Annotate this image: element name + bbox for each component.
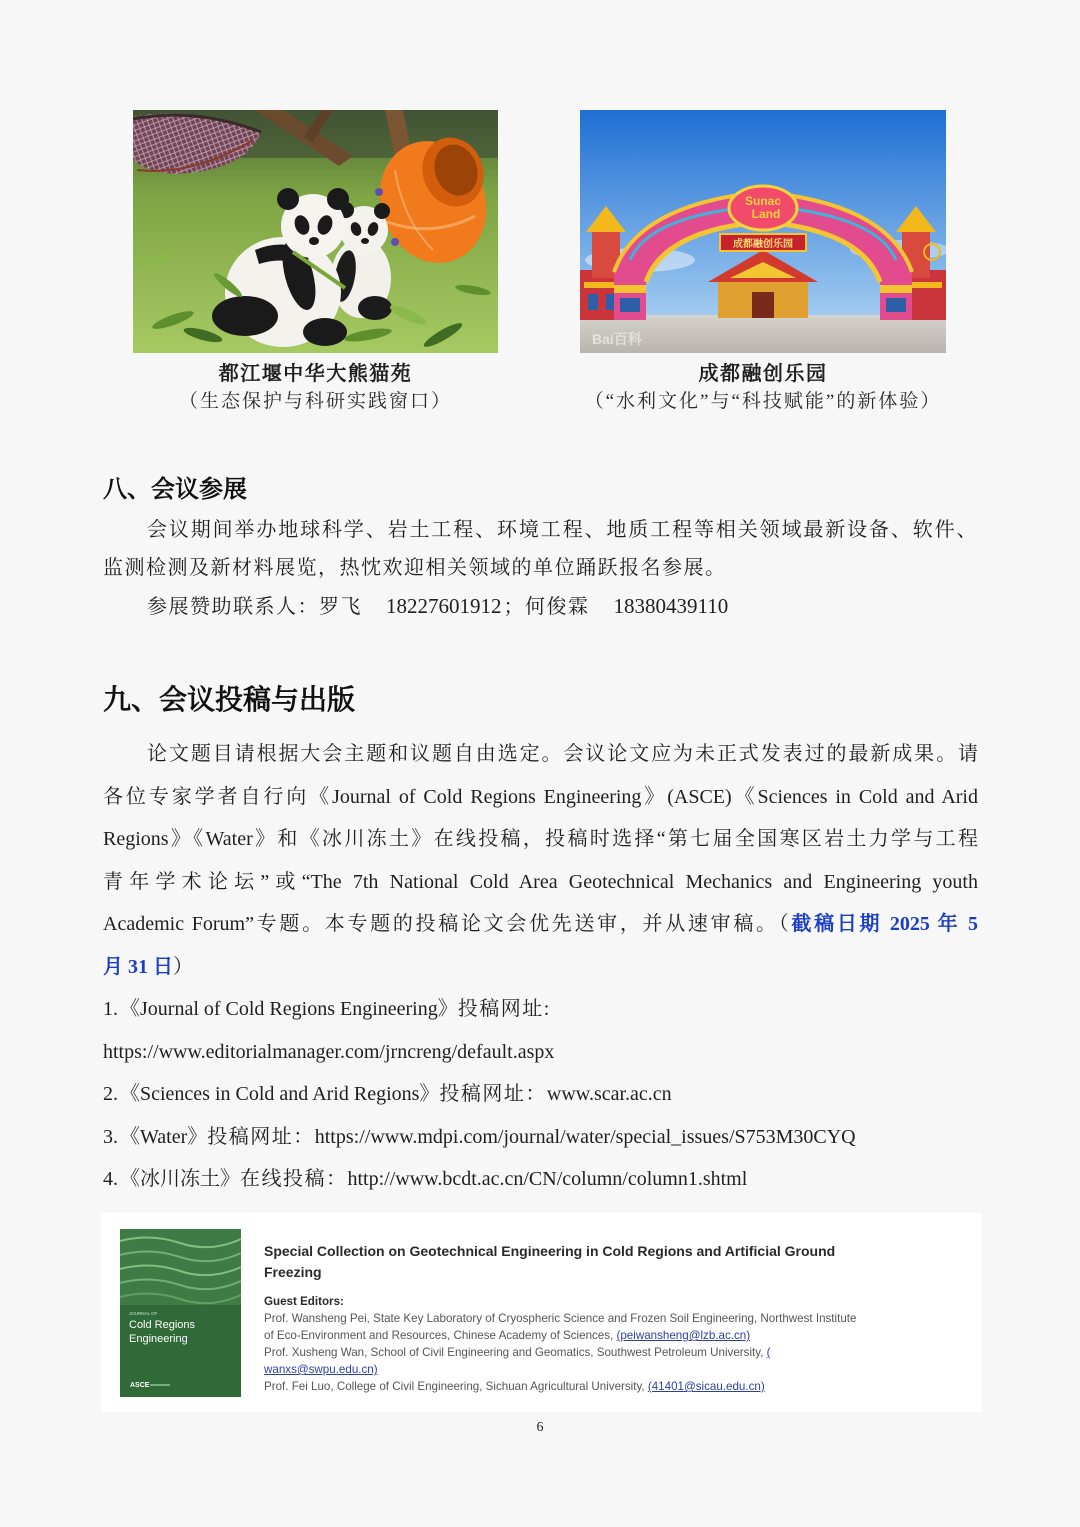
venue-name: 《Water》 [120,1125,208,1148]
editor-text: of Eco-Environment and Resources, Chinese Academy of Sciences, [264,1329,617,1342]
exhibition-contacts [103,587,978,625]
section-heading-submission: 九、会议投稿与出版 [103,684,356,715]
paragraph-line: 论文题目请根据大会主题和议题自由选定。会议论文应为未正式发表过的最新成果。请 [147,743,978,765]
editor-line [264,1310,969,1327]
cover-title-line: Engineering [129,1333,188,1345]
venue-number: 1. [103,998,118,1020]
editor-line [264,1327,969,1344]
park-banner: 成都融创乐园 [733,239,793,250]
caption-title: 成都融创乐园 [698,363,828,385]
panda-garden-photo [133,110,498,353]
venue-label: 投稿网址： [439,1083,547,1105]
venue-item-2 [103,1073,978,1116]
email-link[interactable]: ( [766,1346,771,1359]
paragraph-line [103,903,978,946]
paragraph-line: 监测检测及新材料展览，热忱欢迎相关领域的单位踊跃报名参展。 [103,557,727,579]
sign-word-1: Sunac [744,194,782,208]
contact-label: 参展赞助联系人： [147,596,319,618]
page-number: 6 [536,1420,544,1435]
email-link[interactable]: (peiwansheng@lzb.ac.cn) [616,1329,751,1342]
guest-editors-label: Guest Editors: [264,1295,344,1308]
venue-number: 2. [103,1083,118,1105]
paragraph-line [103,946,978,989]
venue-url: https://www.mdpi.com/journal/water/special_issues/S753M30CYQ [314,1125,856,1148]
editor-line [264,1361,969,1378]
venue-url: https://www.editorialmanager.com/jrncreng/default.aspx [103,1040,555,1063]
paragraph-text: Academic Forum”专题。本专题的投稿论文会优先送审，并从速审稿。（ [103,913,792,935]
venue-label: 投稿网址： [207,1125,315,1148]
venue-url-line [103,1031,978,1074]
venue-label: 投稿网址: [457,998,551,1020]
deadline-text: 截稿日期 2025 年 5 [791,913,979,935]
section-heading-exhibition: 八、会议参展 [103,476,247,503]
contact-name: 罗飞 [319,596,362,618]
exhibition-paragraph [103,511,978,625]
cover-publisher: ASCE [130,1382,150,1389]
contact-phone: 18227601912 [386,594,502,618]
contact-phone: 18380439110 [613,594,729,618]
venue-label: 在线投稿： [240,1168,348,1190]
paragraph-line: 青年学术论坛”或“The 7th National Cold Area Geotechnical Mechanics and Engineering youth [103,870,978,893]
paragraph-text: ） [173,955,193,978]
collection-title-line: Special Collection on Geotechnical Engineering in Cold Regions and Artificial Ground [264,1243,836,1259]
venue-url: www.scar.ac.cn [546,1083,672,1105]
collection-title-line: Freezing [264,1264,322,1280]
email-link[interactable]: wanxs@swpu.edu.cn) [264,1363,378,1376]
theme-park-gate-photo [580,110,946,353]
collection-title [264,1241,964,1283]
deadline-text: 月 31 日 [103,955,173,978]
venue-item-1 [103,988,978,1031]
cover-title-line: Cold Regions [129,1319,196,1331]
journal-cover [120,1229,241,1397]
cover-series: JOURNAL OF [129,1311,158,1316]
caption-panda-garden [100,360,531,416]
venue-item-3 [103,1116,978,1159]
venue-url: http://www.bcdt.ac.cn/CN/column/column1.shtml [347,1168,748,1190]
contact-name: 何俊霖 [525,596,590,618]
venue-name: 《Sciences in Cold and Arid Regions》 [120,1083,440,1105]
caption-subtitle: （生态保护与科研实践窗口） [178,391,452,412]
submission-paragraph [103,733,978,1201]
caption-theme-park [540,360,986,416]
venue-name: 《冰川冻土》 [120,1168,240,1190]
venue-name: 《Journal of Cold Regions Engineering》 [120,998,458,1020]
caption-title: 都江堰中华大熊猫苑 [218,363,413,385]
editor-text: Prof. Fei Luo, College of Civil Engineering, Sichuan Agricultural University, [264,1380,648,1393]
caption-subtitle: （“水利文化”与“科技赋能”的新体验） [584,391,942,412]
watermark: Bai百科 [592,331,642,347]
contact-separator: ； [503,596,525,618]
editor-text: Prof. Wansheng Pei, State Key Laboratory of Cryospheric Science and Frozen Soil Engineering, Northwest Institute [264,1312,857,1325]
editor-line [264,1344,969,1361]
paragraph-line: 各位专家学者自行向《Journal of Cold Regions Engineering》(ASCE)《Sciences in Cold and Arid [103,785,978,808]
venue-item-4 [103,1158,978,1201]
venue-number: 4. [103,1168,118,1190]
paragraph-line: Regions》《Water》和《冰川冻土》在线投稿，投稿时选择“第七届全国寒区岩土力学与工程 [103,828,978,850]
email-link[interactable]: (41401@sicau.edu.cn) [647,1380,765,1393]
editor-line [264,1378,969,1395]
cover-texture [120,1229,241,1305]
editor-text: Prof. Xusheng Wan, School of Civil Engineering and Geomatics, Southwest Petroleum University, [264,1346,767,1359]
guest-editors [264,1293,969,1395]
venue-number: 3. [103,1125,118,1148]
top-sign [720,186,806,251]
sign-word-2: Land [751,207,781,221]
paragraph-line: 会议期间举办地球科学、岩土工程、环境工程、地质工程等相关领域最新设备、软件、 [147,519,978,541]
special-collection-card [101,1213,982,1412]
